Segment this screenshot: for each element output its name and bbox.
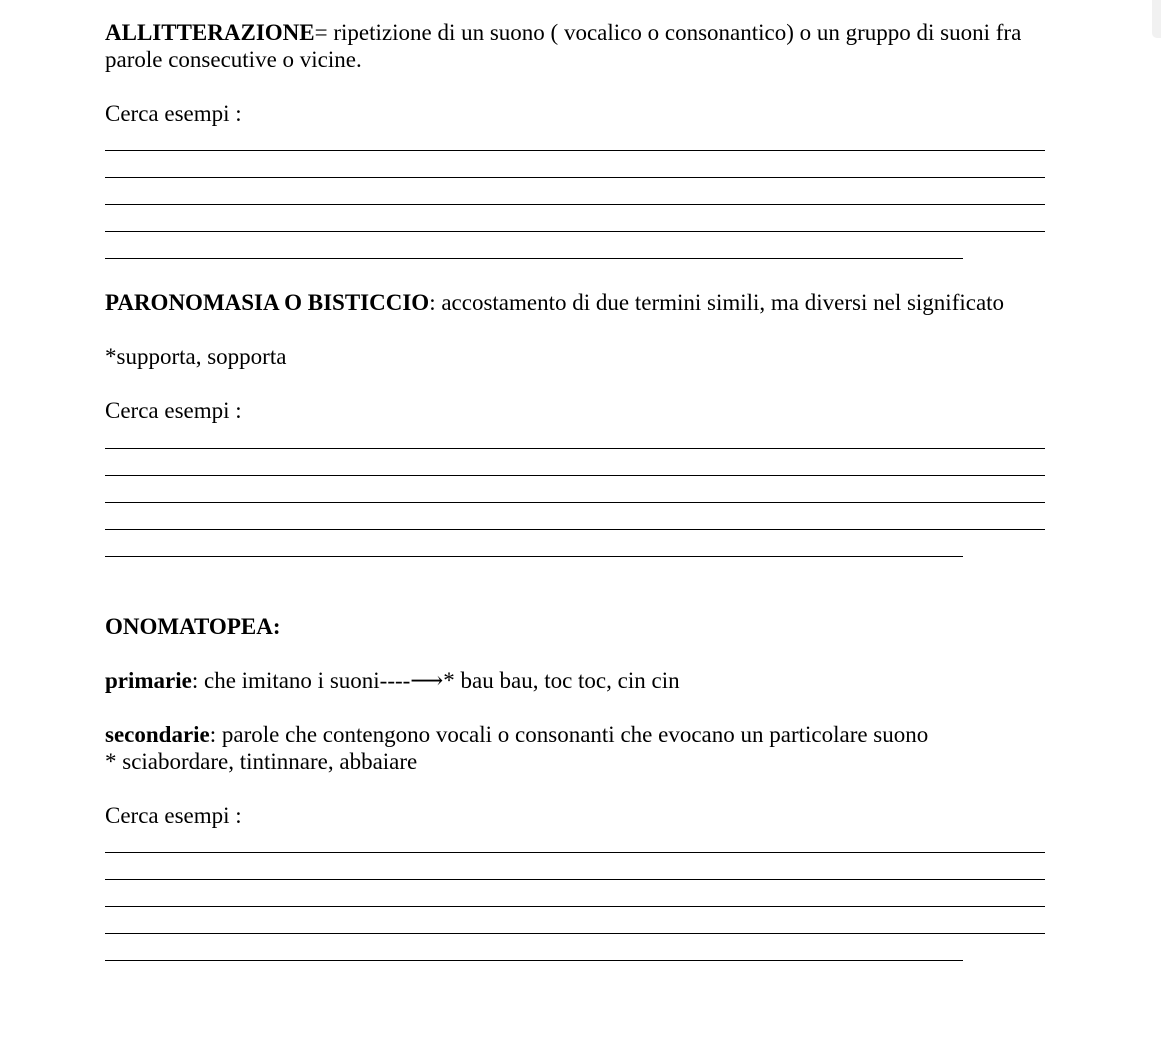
onomatopea-primarie: [105, 667, 680, 694]
allitterazione-definition-line2: parole consecutive o vicine.: [105, 47, 362, 72]
secondarie-example: * sciabordare, tintinnare, abbaiare: [105, 749, 418, 774]
answer-line[interactable]: [105, 960, 963, 961]
answer-line[interactable]: [105, 475, 1045, 476]
allitterazione-prompt: Cerca esempi :: [105, 101, 242, 126]
primarie-label: primarie: [105, 668, 192, 693]
answer-line[interactable]: [105, 204, 1045, 205]
allitterazione-term: ALLITTERAZIONE: [105, 20, 315, 45]
paronomasia-example: *supporta, sopporta: [105, 344, 287, 369]
primarie-text: : che imitano i suoni----⟶* bau bau, toc toc, cin cin: [191, 668, 680, 693]
secondarie-text: : parole che contengono vocali o consonanti che evocano un particolare suono: [209, 722, 929, 747]
paronomasia-definition-text: accostamento di due termini simili, ma diversi nel significato: [435, 290, 1005, 315]
answer-line[interactable]: [105, 502, 1045, 503]
answer-line[interactable]: [105, 448, 1045, 449]
answer-line[interactable]: [105, 258, 963, 259]
onomatopea-prompt: Cerca esempi :: [105, 803, 242, 828]
paronomasia-separator: :: [429, 290, 436, 315]
answer-line[interactable]: [105, 933, 1045, 934]
answer-line[interactable]: [105, 852, 1045, 853]
paronomasia-definition: [105, 289, 1004, 316]
answer-line[interactable]: [105, 177, 1045, 178]
answer-line[interactable]: [105, 906, 1045, 907]
allitterazione-definition-line1: ripetizione di un suono ( vocalico o consonantico) o un gruppo di suoni fra: [327, 20, 1022, 45]
scrollbar-thumb[interactable]: [1152, 0, 1161, 38]
onomatopea-heading: ONOMATOPEA:: [105, 614, 281, 639]
answer-line[interactable]: [105, 231, 1045, 232]
allitterazione-separator: =: [314, 20, 328, 45]
onomatopea-secondarie: [105, 721, 928, 748]
answer-line[interactable]: [105, 879, 1045, 880]
secondarie-label: secondarie: [105, 722, 210, 747]
answer-line[interactable]: [105, 150, 1045, 151]
paronomasia-term: PARONOMASIA O BISTICCIO: [105, 290, 430, 315]
answer-line[interactable]: [105, 556, 963, 557]
answer-line[interactable]: [105, 529, 1045, 530]
paronomasia-prompt: Cerca esempi :: [105, 398, 242, 423]
allitterazione-definition: [105, 19, 1021, 46]
